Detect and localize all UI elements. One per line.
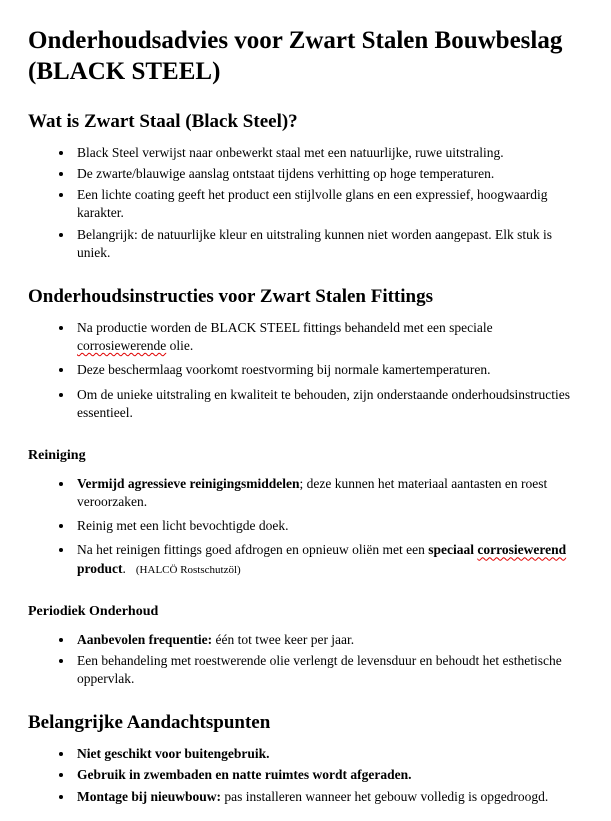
bullet-text-bold: Vermijd agressieve reinigingsmiddelen — [77, 475, 300, 491]
bullet-list-periodic — [28, 631, 581, 689]
bullet-text: Belangrijk: de natuurlijke kleur en uitstraling kunnen niet worden aangepast. Elk stuk is uniek. — [77, 226, 553, 260]
bullet-text: Na productie worden de BLACK STEEL fittings behandeld met een speciale — [77, 319, 493, 335]
bullet-text: ; deze kunnen het materiaal aantasten en roest veroorzaken. — [77, 475, 548, 510]
list-item — [74, 319, 581, 355]
list-item — [74, 386, 581, 422]
bullet-list-instructions — [28, 319, 581, 422]
product-note: (HALCÖ Rostschutzöl) — [135, 563, 241, 576]
list-item — [74, 788, 581, 806]
list-item — [74, 361, 581, 379]
list-item — [74, 475, 581, 511]
spellcheck-underlined-word: corrosiewerend — [477, 542, 567, 558]
section-heading-maintenance-instructions: Onderhoudsinstructies voor Zwart Stalen Fittings — [28, 286, 434, 308]
bullet-list-cleaning — [28, 475, 581, 578]
bullet-text: Een behandeling met roestwerende olie verlengt de levensduur en behoudt het esthetische oppervlak. — [77, 652, 562, 687]
bullet-text-bold: Montage bij nieuwbouw: — [77, 788, 222, 804]
bullet-list-important — [28, 745, 581, 806]
bullet-text: pas installeren wanneer het gebouw volledig is opgedroogd. — [221, 788, 549, 804]
subsection-heading-cleaning: Reiniging — [28, 448, 86, 463]
bullet-text: Reinig met een licht bevochtigde doek. — [77, 518, 289, 534]
bullet-text-bold: Aanbevolen frequentie: — [77, 631, 213, 647]
bullet-list-what — [28, 144, 581, 262]
list-item — [74, 517, 581, 535]
bullet-text-bold: product — [77, 560, 123, 576]
bullet-text-bold: speciaal — [428, 542, 478, 558]
list-item — [74, 165, 581, 183]
list-item — [74, 631, 581, 649]
bullet-text: De zwarte/blauwige aanslag ontstaat tijdens verhitting op hoge temperaturen. — [77, 166, 495, 182]
document-title: Onderhoudsadvies voor Zwart Stalen Bouwbeslag (BLACK STEEL) — [28, 27, 563, 85]
bullet-text-bold: Niet geschikt voor buitengebruik. — [77, 746, 270, 762]
list-item — [74, 766, 581, 784]
bullet-text: Black Steel verwijst naar onbewerkt staal met een natuurlijke, ruwe uitstraling. — [77, 144, 504, 160]
list-item — [74, 745, 581, 763]
bullet-text: olie. — [166, 338, 194, 354]
section-heading-what-is-black-steel: Wat is Zwart Staal (Black Steel)? — [28, 111, 298, 132]
list-item — [74, 226, 581, 262]
bullet-text: . — [122, 560, 126, 576]
spellcheck-underlined-word: corrosiewerende — [77, 338, 167, 354]
bullet-text-bold: Gebruik in zwembaden en natte ruimtes wordt afgeraden. — [77, 767, 412, 783]
bullet-text: Om de unieke uitstraling en kwaliteit te behouden, zijn onderstaande onderhoudsinstructies essentieel. — [77, 386, 570, 420]
bullet-text: Na het reinigen fittings goed afdrogen en opnieuw oliën met een — [77, 542, 429, 558]
subsection-heading-periodic-maintenance: Periodiek Onderhoud — [28, 603, 159, 619]
list-item — [74, 186, 581, 222]
bullet-text: één tot twee keer per jaar. — [212, 631, 355, 647]
bullet-text: Een lichte coating geeft het product een stijlvolle glans en een expressief, hoogwaardig karakter. — [77, 187, 548, 221]
list-item — [74, 144, 581, 162]
bullet-text: Deze beschermlaag voorkomt roestvorming bij normale kamertemperaturen. — [77, 362, 491, 378]
section-heading-important-points: Belangrijke Aandachtspunten — [28, 712, 271, 734]
list-item — [74, 652, 581, 688]
list-item — [74, 541, 581, 577]
